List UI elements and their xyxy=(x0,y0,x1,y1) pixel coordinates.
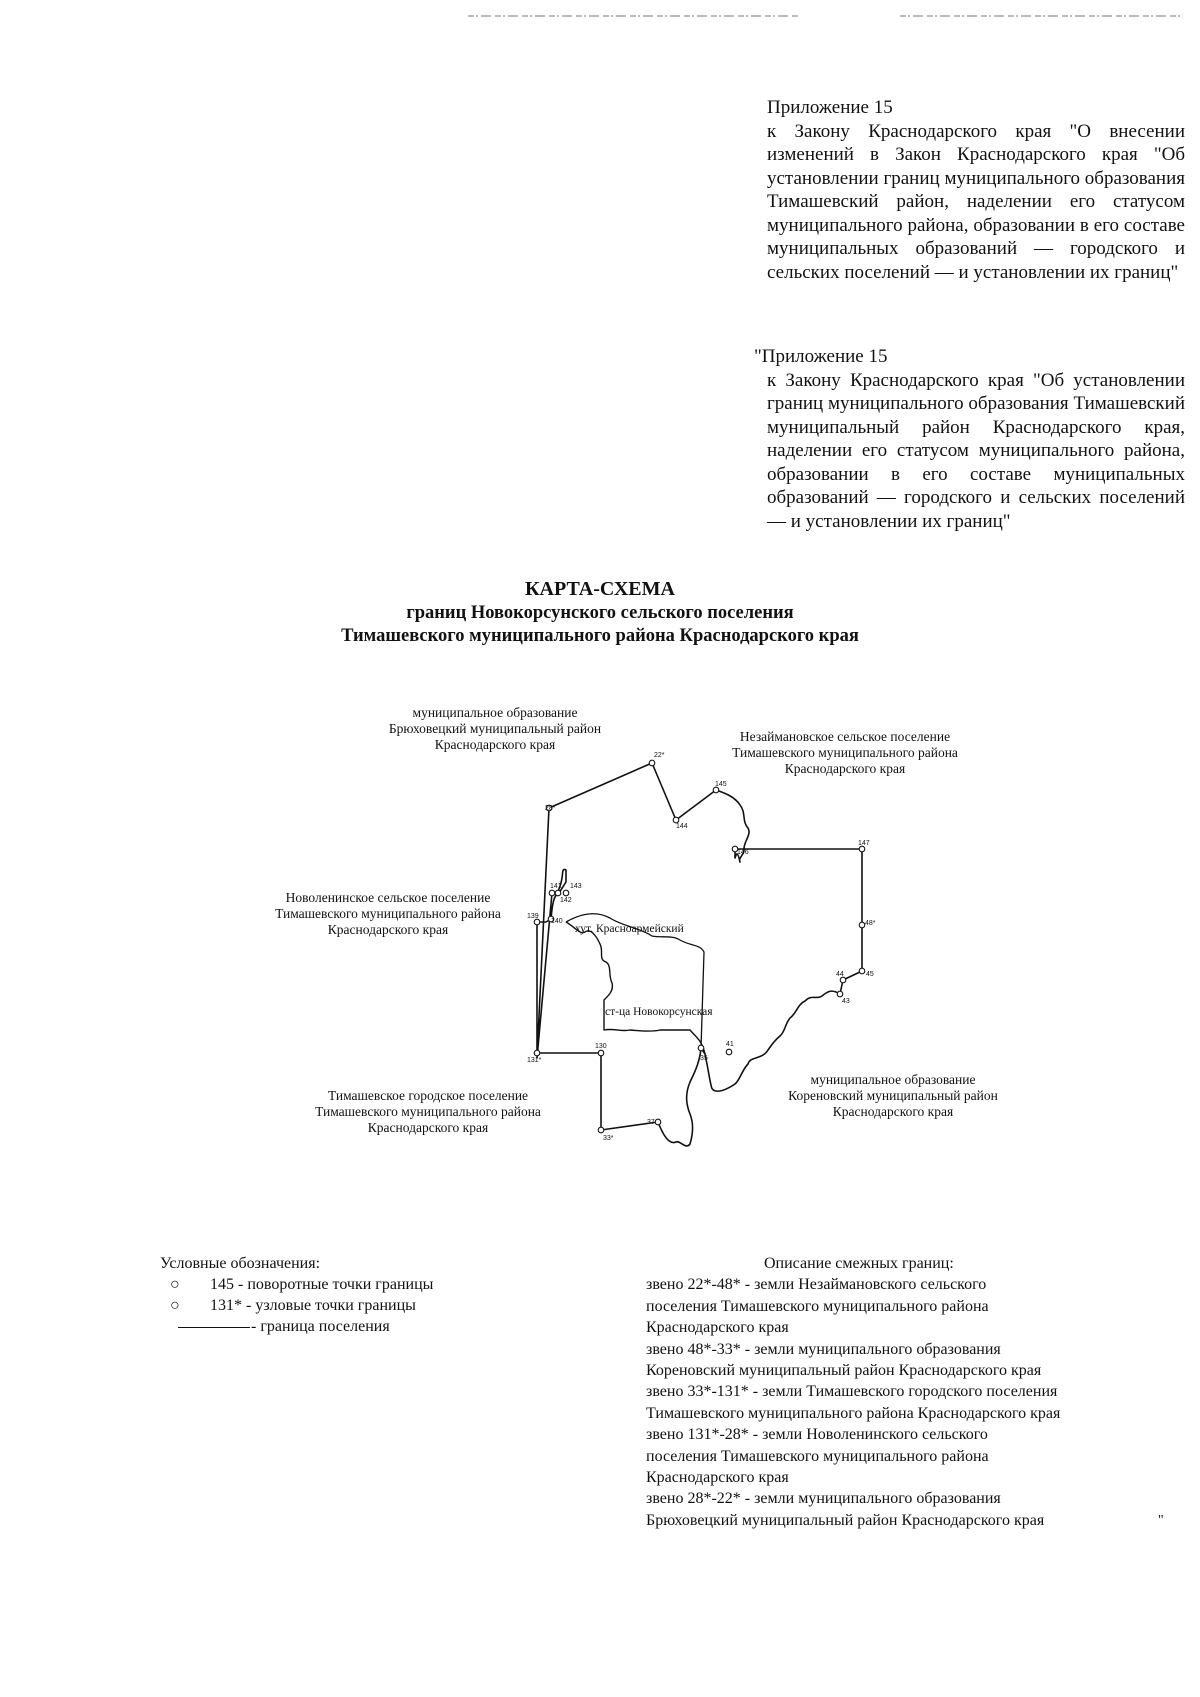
neighbor-nezaimanovskoe-line2: Тимашевского муниципального района xyxy=(732,745,958,760)
point-label-144: 144 xyxy=(676,823,688,830)
point-label-48: 48* xyxy=(865,920,876,927)
appendix-current-label: Приложение 15 xyxy=(767,97,893,118)
description-line: поселения Тимашевского муниципального района xyxy=(646,1297,989,1315)
appendix-original xyxy=(754,345,1185,533)
legend-nodal-points: 131* - узловые точки границы xyxy=(210,1297,416,1314)
neighbor-timashevskoe-line2: Тимашевского муниципального района xyxy=(315,1104,541,1119)
appendix-original-text: к Закону Краснодарского края "Об установлении границ муниципального образования Тимашевский муниципальный район Краснодарского края, наделении его статусом муниципального района, образовании в его составе муниципальных образований — городского и сельских поселений — и установлении их границ" xyxy=(767,369,1185,532)
map-subtitle-line2: Тимашевского муниципального района Краснодарского края xyxy=(341,626,859,646)
point-label-22: 22* xyxy=(654,752,665,759)
point-label-143: 143 xyxy=(570,883,582,890)
point-label-35: 35 xyxy=(700,1055,708,1062)
description-line: звено 33*-131* - земли Тимашевского городского поселения xyxy=(646,1383,1058,1401)
legend xyxy=(160,1253,480,1337)
description-title: Описание смежных границ: xyxy=(764,1255,954,1272)
turning-point-icon: ○ xyxy=(170,1276,180,1293)
point-label-43: 43 xyxy=(842,998,850,1005)
description-line: звено 131*-28* - земли Новоленинского сельского xyxy=(646,1426,988,1444)
description-line: поселения Тимашевского муниципального района xyxy=(646,1447,989,1465)
settlement-krasnoarmeysky: хут. Красноармейский xyxy=(575,923,684,935)
description-line: Кореновский муниципальный район Краснодарского края xyxy=(646,1362,1042,1380)
description-line: Брюховецкий муниципальный район Краснодарского края xyxy=(646,1511,1045,1529)
point-label-131: 131* xyxy=(527,1057,542,1064)
point-label-37: 37 xyxy=(647,1119,655,1126)
neighbor-novoleninskoe-line3: Краснодарского края xyxy=(327,922,449,937)
point-label-28: 28* xyxy=(545,805,556,812)
neighbor-timashevskoe-line3: Краснодарского края xyxy=(367,1120,489,1135)
point-label-33: 33* xyxy=(603,1135,614,1142)
settlement-map xyxy=(0,680,1200,1180)
neighbor-novoleninskoe-line1: Новоленинское сельское поселение xyxy=(285,890,491,905)
neighbor-timashevskoe-line1: Тимашевское городское поселение xyxy=(327,1088,529,1103)
description-line: звено 28*-22* - земли муниципального образования xyxy=(646,1490,1001,1508)
description-line: Тимашевского муниципального района Краснодарского края xyxy=(646,1404,1061,1422)
legend-title: Условные обозначения: xyxy=(160,1255,321,1272)
point-label-140: 140 xyxy=(551,918,563,925)
point-label-41: 41 xyxy=(726,1041,734,1048)
description-line: Краснодарского края xyxy=(646,1469,789,1487)
point-label-147: 147 xyxy=(858,840,870,847)
closing-quote: " xyxy=(1158,1513,1164,1528)
appendix-original-label: "Приложение 15 xyxy=(754,346,888,367)
neighbor-novoleninskoe-line2: Тимашевского муниципального района xyxy=(275,906,501,921)
neighbor-nezaimanovskoe-line3: Краснодарского края xyxy=(784,761,906,776)
legend-boundary: - граница поселения xyxy=(251,1318,390,1335)
nodal-point-icon: ○ xyxy=(170,1297,180,1314)
point-label-44: 44 xyxy=(836,971,844,978)
point-label-45: 45 xyxy=(866,971,874,978)
boundary-description xyxy=(646,1253,1186,1531)
scan-header-artifact xyxy=(0,0,1200,30)
description-line: звено 48*-33* - земли муниципального образования xyxy=(646,1340,1001,1358)
neighbor-bryukhovetsky-line2: Брюховецкий муниципальный район xyxy=(388,721,602,736)
neighbor-bryukhovetsky-line1: муниципальное образование xyxy=(412,705,578,720)
map-title: КАРТА-СХЕМА xyxy=(525,578,675,600)
map-subtitle-line1: границ Новокорсунского сельского поселения xyxy=(406,603,794,623)
point-label-145: 145 xyxy=(715,781,727,788)
point-label-141: 141 xyxy=(550,883,562,890)
point-label-130: 130 xyxy=(595,1043,607,1050)
point-label-142: 142 xyxy=(560,897,572,904)
description-line: звено 22*-48* - земли Незаймановского сельского xyxy=(646,1276,987,1294)
neighbor-korenovsky-line3: Краснодарского края xyxy=(832,1104,954,1119)
settlement-novokorsunskaya: ст-ца Новокорсунская xyxy=(605,1006,713,1018)
point-label-146: 146 xyxy=(737,849,749,856)
description-line: Краснодарского края xyxy=(646,1319,789,1337)
appendix-current-text: к Закону Краснодарского края "О внесении изменений в Закон Краснодарского края "Об установлении границ муниципального образования Тимашевский район, наделении его статусом муниципального района, образовании в его составе муниципальных образований — городского и сельских поселений — и установлении их границ" xyxy=(767,120,1186,283)
point-label-139: 139 xyxy=(527,913,539,920)
neighbor-bryukhovetsky-line3: Краснодарского края xyxy=(434,737,556,752)
legend-turning-points: 145 - поворотные точки границы xyxy=(210,1276,434,1293)
neighbor-nezaimanovskoe-line1: Незаймановское сельское поселение xyxy=(739,729,951,744)
boundary-line-icon xyxy=(178,1327,250,1328)
appendix-current xyxy=(767,96,1185,284)
neighbor-korenovsky-line2: Кореновский муниципальный район xyxy=(788,1088,998,1103)
neighbor-korenovsky-line1: муниципальное образование xyxy=(810,1072,976,1087)
